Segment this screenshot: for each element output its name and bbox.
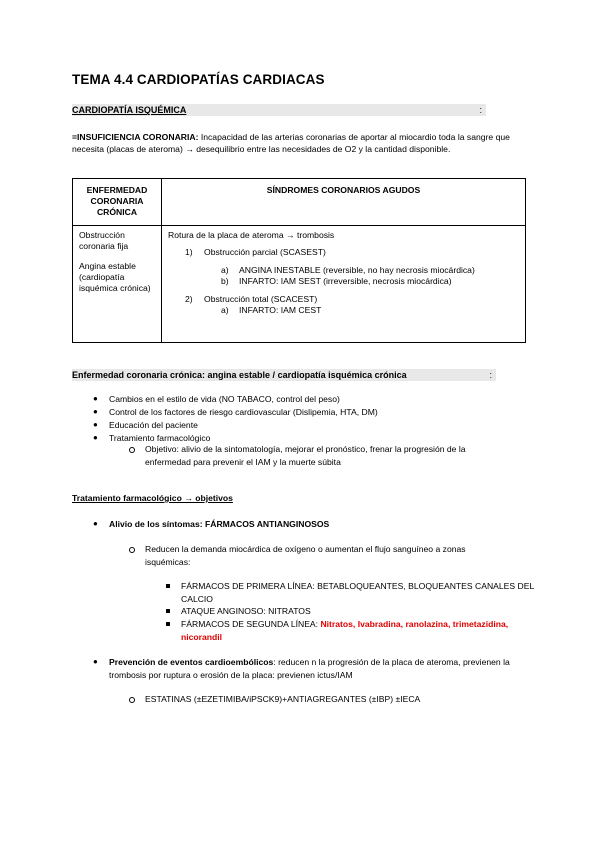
acute-subitem-unstable-angina-text: ANGINA INESTABLE (reversible, no hay necrosis miocárdica) (239, 265, 475, 275)
bullet-icon: ● (93, 519, 98, 528)
acute-subitem-unstable-angina-letter: a) (221, 265, 229, 275)
chronic-item-fixed-obstruction: Obstrucción coronaria fija (79, 230, 129, 251)
bullet-icon: ● (93, 420, 98, 429)
page-title: TEMA 4.4 CARDIOPATÍAS CARDIACAS (72, 72, 325, 87)
bullet-lifestyle: Cambios en el estilo de vida (NO TABACO, control del peso) (109, 394, 340, 404)
coronary-syndromes-table (72, 178, 526, 343)
acute-subitem-iam-sest-text: INFARTO: IAM SEST (irreversible, necrosis miocárdica) (239, 276, 452, 286)
table-header-chronic: ENFERMEDAD CORONARIA CRÓNICA (73, 179, 162, 226)
drug-second-line-names: Nitratos, Ivabradina, ranolazina, trimetazidina, (320, 619, 509, 629)
sub-bullet-circle-icon (129, 447, 135, 453)
bullet-icon: ● (93, 394, 98, 403)
section-heading-chronic-colon: : (489, 370, 492, 380)
table-header-acute: SÍNDROMES CORONARIOS AGUDOS (162, 179, 526, 226)
drug-first-line-line1: FÁRMACOS DE PRIMERA LÍNEA: BETABLOQUEANTES, BLOQUEANTES CANALES DEL (181, 581, 535, 591)
prevention-label: Prevención de eventos cardioembólicos (109, 657, 274, 667)
section-heading-cardiopatia-isquemica (72, 104, 486, 116)
drug-second-line-prefix: FÁRMACOS DE SEGUNDA LÍNEA: (181, 619, 321, 629)
section-heading-chronic-text: Enfermedad coronaria crónica: angina estable / cardiopatía isquémica crónica (72, 370, 407, 380)
prevention-line2: trombosis por ruptura o erosión de la placa: previenen ictus/IAM (109, 670, 353, 680)
acute-subitem-iam-cest (168, 305, 519, 316)
acute-item-total (168, 294, 519, 305)
symptom-relief-desc-line1: Reducen la demanda miocárdica de oxígeno o aumentan el flujo sanguíneo a zonas (145, 544, 466, 554)
bullet-education: Educación del paciente (109, 420, 198, 430)
objective-line2: enfermedad para prevenir el IAM y la muerte súbita (145, 457, 341, 467)
section-heading-text: CARDIOPATÍA ISQUÉMICA (72, 105, 187, 115)
prevention-rest: : reducen n la progresión de la placa de ateroma, previenen la (273, 657, 510, 667)
bullet-icon: ● (93, 657, 98, 666)
drug-second-line (181, 618, 541, 630)
section-heading-chronic-disease (72, 369, 496, 381)
chronic-item-stable-angina: Angina estable (cardiopatía isquémica crónica) (79, 261, 151, 293)
treatment-item-prevention (109, 656, 549, 668)
square-bullet-icon (166, 609, 170, 613)
objective-line1: Objetivo: alivio de la sintomatología, mejorar el pronóstico, frenar la progresión de la (145, 444, 466, 454)
insuficiencia-line1: Incapacidad de las arterias coronarias de aportar al miocardio toda la sangre que (198, 132, 510, 142)
bullet-icon: ● (93, 433, 98, 442)
acute-subitem-iam-cest-text: INFARTO: IAM CEST (239, 305, 322, 315)
table-cell-acute (162, 226, 526, 343)
drug-angina-attack: ATAQUE ANGINOSO: NITRATOS (181, 606, 311, 616)
acute-item-total-text: Obstrucción total (SCACEST) (204, 294, 318, 304)
sub-bullet-circle-icon (129, 697, 135, 703)
table-body-row (73, 226, 526, 343)
bullet-pharmacological: Tratamiento farmacológico (109, 433, 211, 443)
sub-bullet-circle-icon (129, 547, 135, 553)
table-cell-chronic (73, 226, 162, 343)
square-bullet-icon (166, 622, 170, 626)
drug-first-line-line2: CALCIO (181, 594, 213, 604)
prevention-drugs: ESTATINAS (±EZETIMIBA/iPSCK9)+ANTIAGREGANTES (±IBP) ±IECA (145, 694, 421, 704)
bullet-risk-factors: Control de los factores de riesgo cardiovascular (Dislipemia, HTA, DM) (109, 407, 378, 417)
section-heading-treatment: Tratamiento farmacológico → objetivos (72, 493, 233, 503)
treatment-item-symptom-relief: Alivio de los síntomas: FÁRMACOS ANTIANGINOSOS (109, 519, 330, 529)
acute-subitem-unstable-angina (168, 265, 519, 276)
insuficiencia-label: =INSUFICIENCIA CORONARIA: (72, 132, 199, 142)
acute-item-partial-text: Obstrucción parcial (SCASEST) (204, 247, 326, 257)
insuficiencia-paragraph (72, 131, 532, 143)
section-heading-colon: : (479, 105, 482, 115)
insuficiencia-line2: necesita (placas de ateroma) → desequilibrio entre las necesidades de O2 y la cantidad disponible. (72, 144, 451, 154)
bullet-icon: ● (93, 407, 98, 416)
square-bullet-icon (166, 584, 170, 588)
acute-subitem-iam-sest-letter: b) (221, 276, 229, 286)
acute-item-partial-number: 1) (185, 247, 193, 257)
acute-intro: Rotura de la placa de ateroma → trombosis (168, 230, 335, 240)
acute-item-partial (168, 247, 519, 258)
acute-subitem-iam-sest (168, 276, 519, 287)
table-header-row (73, 179, 526, 226)
acute-item-total-number: 2) (185, 294, 193, 304)
acute-subitem-iam-cest-letter: a) (221, 305, 229, 315)
drug-second-line-names-cont: nicorandil (181, 632, 223, 642)
symptom-relief-desc-line2: isquémicas: (145, 557, 191, 567)
